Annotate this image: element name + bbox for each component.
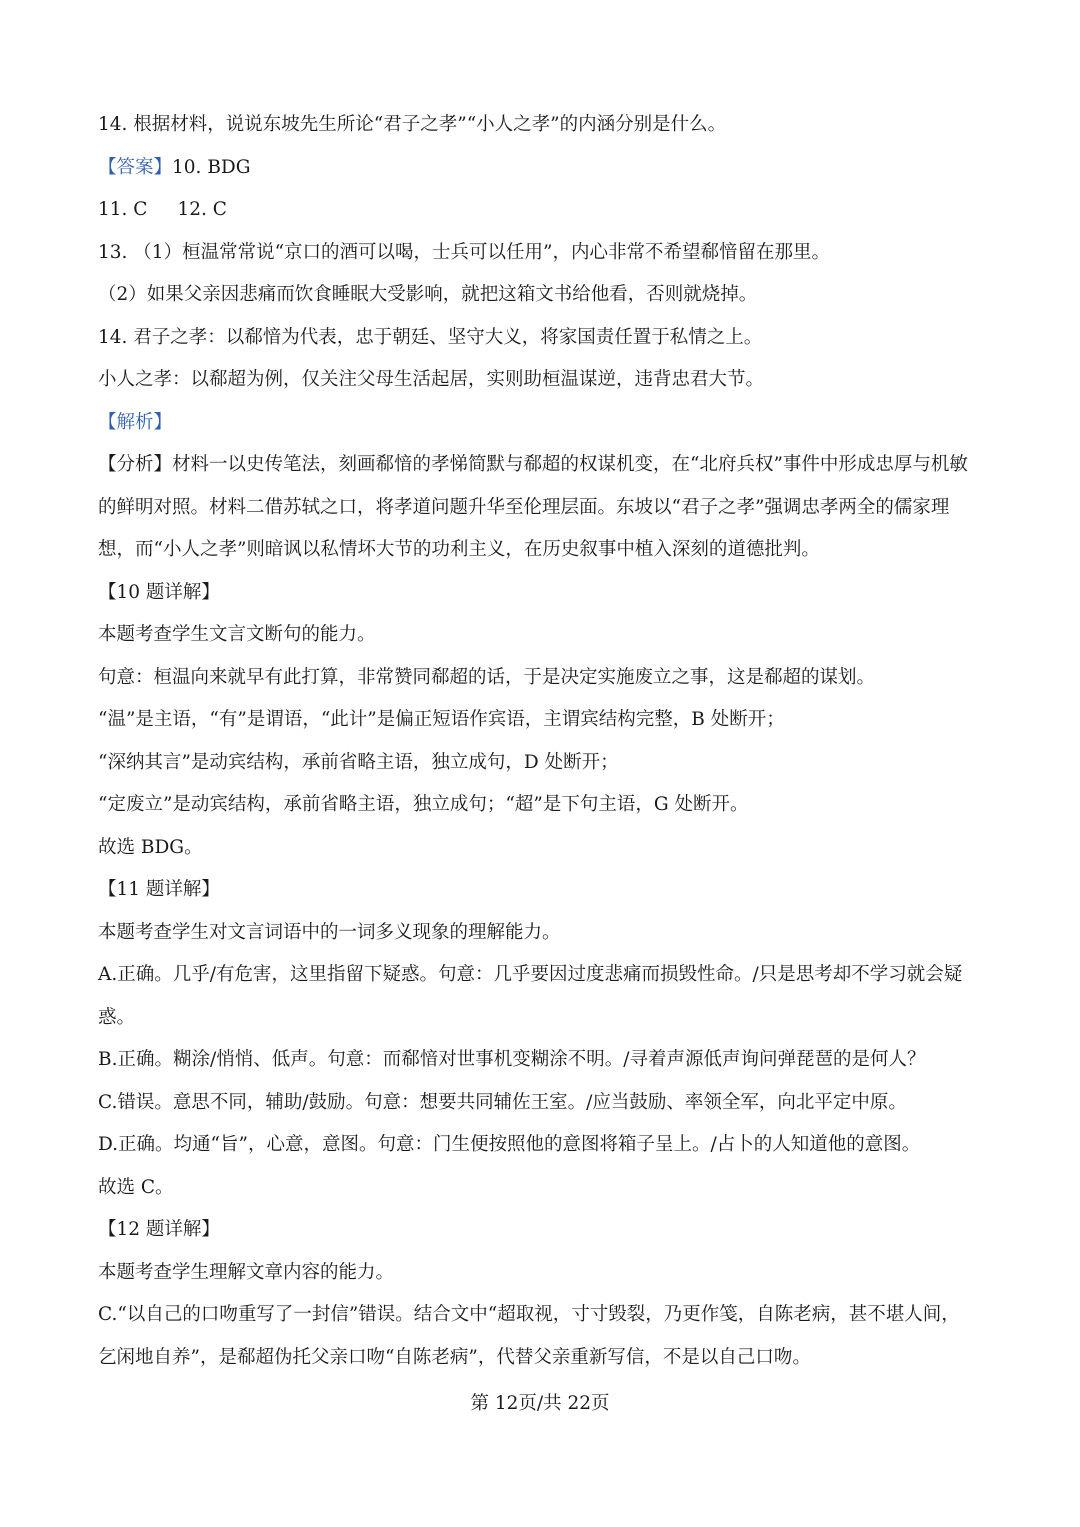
analysis-paragraph: 【分析】材料一以史传笔法，刻画郗愔的孝悌简默与郗超的权谋机变，在“北府兵权”事件中形成忠厚与机敏的鲜明对照。材料二借苏轼之口，将孝道问题升华至伦理层面。东坡以“君子之孝”强调忠孝两全的儒家理想，而“小人之孝”则暗讽以私情坏大节的功利主义，在历史叙事中植入深刻的道德批判。 (98, 454, 968, 560)
detail-10-line: 句意：桓温向来就早有此打算，非常赞同郗超的话，于是决定实施废立之事，这是郗超的谋划。 (98, 666, 876, 688)
detail-10-title: 【10 题详解】 (98, 581, 220, 603)
answer-13-part-2: （2）如果父亲因悲痛而饮食睡眠大受影响，就把这箱文书给他看，否则就烧掉。 (98, 284, 758, 305)
detail-10-line: 本题考查学生文言文断句的能力。 (98, 624, 376, 645)
detail-10-line: “温”是主语，“有”是谓语，“此计”是偏正短语作宾语，主谓宾结构完整，B 处断开； (98, 709, 785, 730)
answer-12: 12. C (177, 199, 227, 220)
answer-14-part-2: 小人之孝：以郗超为例，仅关注父母生活起居，实则助桓温谋逆，违背忠君大节。 (98, 369, 765, 390)
detail-11-title: 【11 题详解】 (98, 879, 220, 900)
answer-11: 11. C (98, 199, 148, 220)
detail-10-line: 故选 BDG。 (98, 836, 203, 858)
answer-11-12-line (98, 189, 978, 232)
detail-11-line: 故选 C。 (98, 1176, 174, 1198)
page-number: 第 12页/共 22页 (470, 1393, 610, 1414)
document-body (98, 104, 978, 1379)
answer-14-part-1: 14. 君子之孝：以郗愔为代表，忠于朝廷、坚守大义，将家国责任置于私情之上。 (98, 326, 763, 348)
detail-12-option-c: C.“以自己的口吻重写了一封信”错误。结合文中“超取视，寸寸毁裂，乃更作笺，自陈老病，甚不堪人间，乞闲地自养”，是郗超伪托父亲口吻“自陈老病”，代替父亲重新写信，不是以自己口吻。 (98, 1304, 960, 1368)
detail-11-option-b: B.正确。糊涂/悄悄、低声。句意：而郗愔对世事机变糊涂不明。/寻着声源低声询问弹琵琶的是何人？ (98, 1049, 926, 1070)
detail-12-title: 【12 题详解】 (98, 1219, 220, 1240)
analysis-tag: 【解析】 (98, 411, 173, 433)
answer-line (98, 147, 978, 190)
answer-10: 10. BDG (172, 156, 251, 178)
question-14: 14. 根据材料，说说东坡先生所论“君子之孝”“小人之孝”的内涵分别是什么。 (98, 114, 727, 135)
detail-11-option-c: C.错误。意思不同，辅助/鼓励。句意：想要共同辅佐王室。/应当鼓励、率领全军，向北平定中原。 (98, 1091, 907, 1113)
detail-11-option-a: A.正确。几乎/有危害，这里指留下疑惑。句意：几乎要因过度悲痛而损毁性命。/只是思考却不学习就会疑惑。 (98, 964, 963, 1028)
answer-tag: 【答案】 (98, 156, 173, 178)
detail-11-option-d: D.正确。均通“旨”，心意，意图。句意：门生便按照他的意图将箱子呈上。/占卜的人知道他的意图。 (98, 1134, 921, 1155)
detail-12-line: 本题考查学生理解文章内容的能力。 (98, 1261, 395, 1283)
answer-13-part-1: 13. （1）桓温常常说“京口的酒可以喝，士兵可以任用”，内心非常不希望郗愔留在那里。 (98, 241, 830, 263)
detail-11-line: 本题考查学生对文言词语中的一词多义现象的理解能力。 (98, 921, 561, 943)
detail-10-line: “深纳其言”是动宾结构，承前省略主语，独立成句，D 处断开； (98, 751, 619, 773)
detail-10-line: “定废立”是动宾结构，承前省略主语，独立成句；“超”是下句主语，G 处断开。 (98, 794, 749, 815)
